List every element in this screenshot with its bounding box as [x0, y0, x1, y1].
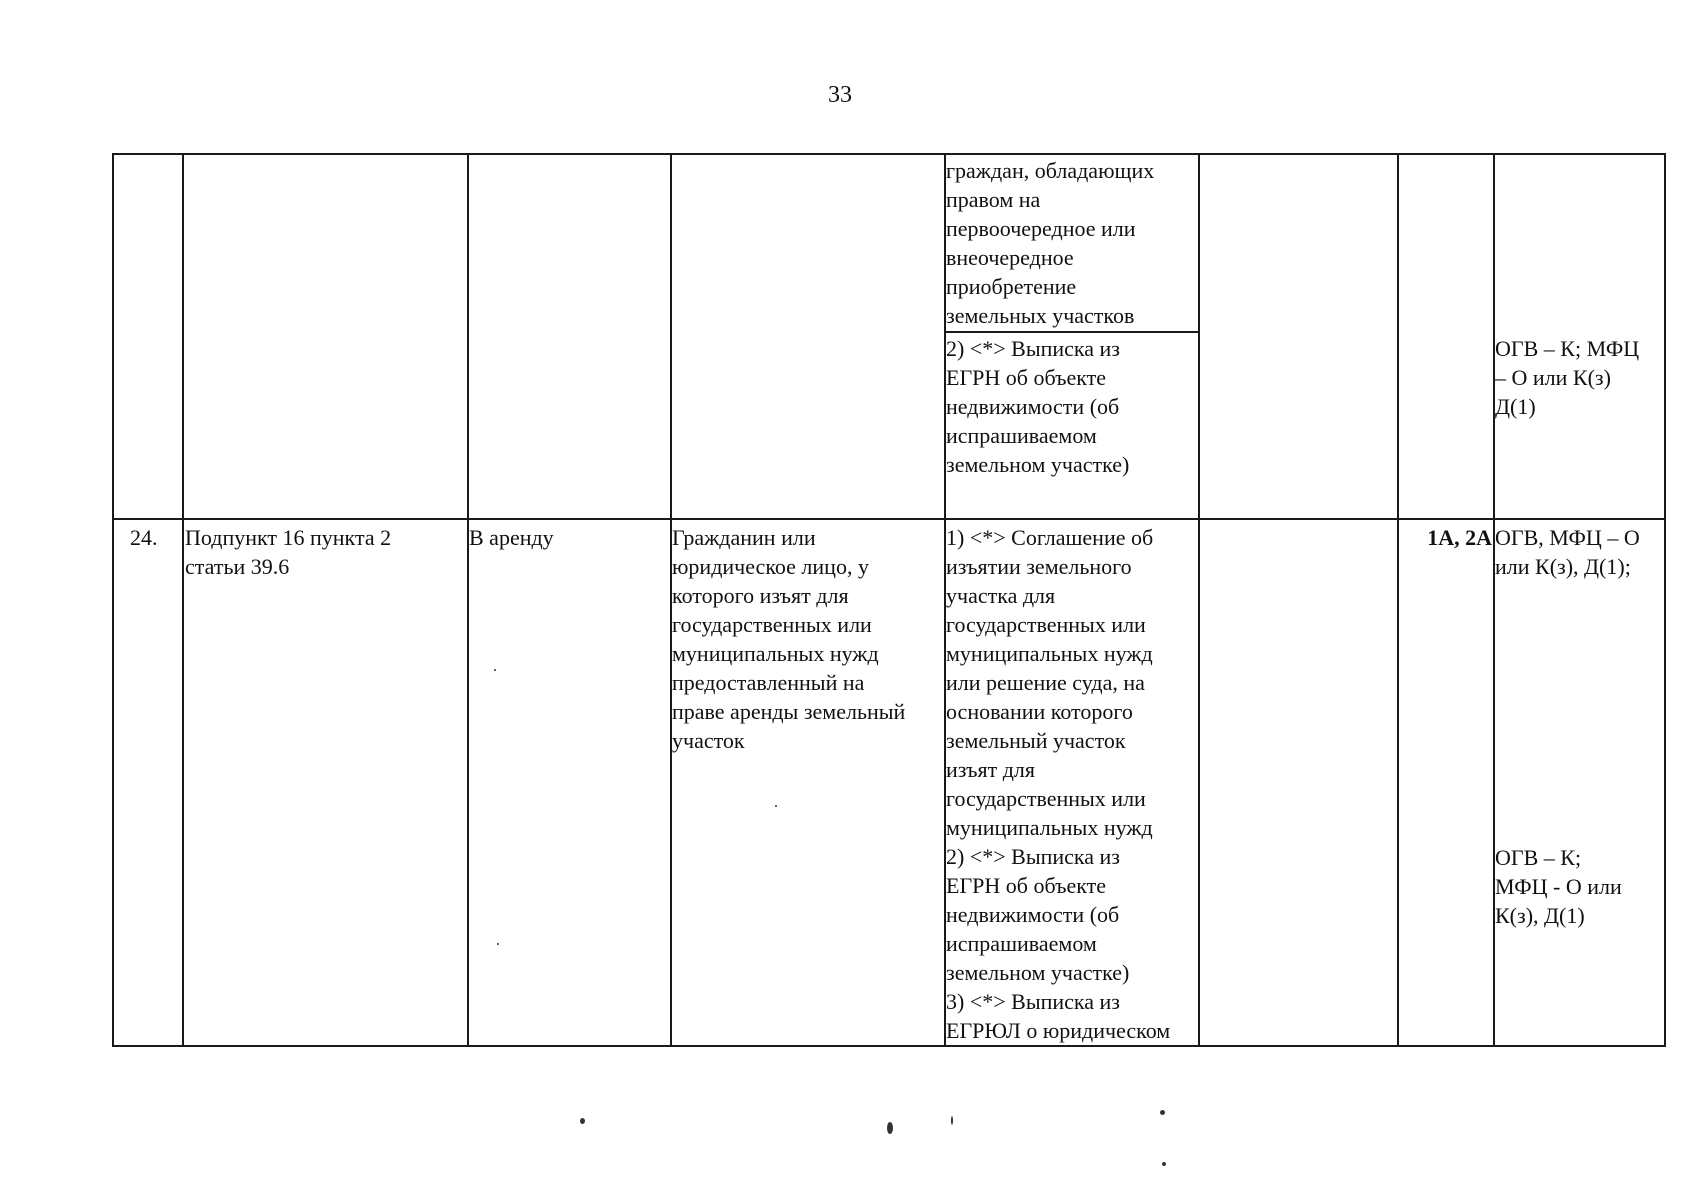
document-code: 1А, 2А [1427, 525, 1492, 550]
submission-mode-second: ОГВ – К; МФЦ - О или К(з), Д(1) [1495, 845, 1622, 928]
legal-basis: Подпункт 16 пункта 2 статьи 39.6 [185, 525, 392, 579]
row-number: 24. [130, 525, 158, 550]
row-divider [112, 518, 1666, 520]
continued-submission-mode: ОГВ – К; МФЦ – О или К(з) Д(1) [1495, 336, 1640, 419]
applicant: Гражданин или юридическое лицо, у которого изъят для государственных или муниципальных нужд предоставленный на праве аренды земельный участок [672, 525, 906, 753]
scan-speck [1162, 1162, 1166, 1166]
right-type: В аренду [469, 525, 554, 550]
table-top-border [112, 153, 1666, 155]
column-divider [182, 153, 184, 1047]
column-divider [1198, 153, 1200, 1047]
scan-speck [1160, 1110, 1165, 1115]
table-right-border [1664, 153, 1666, 1047]
submission-mode: ОГВ, МФЦ – О или К(з), Д(1); [1495, 525, 1640, 579]
scan-speck [951, 1116, 953, 1125]
scan-speck [775, 805, 777, 807]
scan-speck [497, 943, 499, 945]
scan-speck [580, 1118, 585, 1124]
table-left-border [112, 153, 114, 1047]
column-divider [1397, 153, 1399, 1047]
continued-documents-text: граждан, обладающих правом на первоочередное или внеочередное приобретение земельных участков [946, 158, 1155, 328]
scan-speck [494, 669, 496, 671]
scan-speck [887, 1122, 893, 1134]
documents-subdivider [945, 331, 1198, 333]
table-bottom-border [112, 1045, 1666, 1047]
column-divider [467, 153, 469, 1047]
page-number: 33 [828, 82, 852, 108]
continued-egrn-extract-text: 2) <*> Выписка из ЕГРН об объекте недвижимости (об испрашиваемом земельном участке) [946, 336, 1130, 477]
required-documents: 1) <*> Соглашение об изъятии земельного участка для государственных или муниципальных нужд или решение суда, на основании которого земельный участок изъят для государственных или муниципальных нужд 2) <*> Выписка из ЕГРН об объекте недвижимости (об испрашиваемом земельном участке) 3) <*> Выписка из ЕГРЮЛ о юридическом [946, 525, 1171, 1043]
